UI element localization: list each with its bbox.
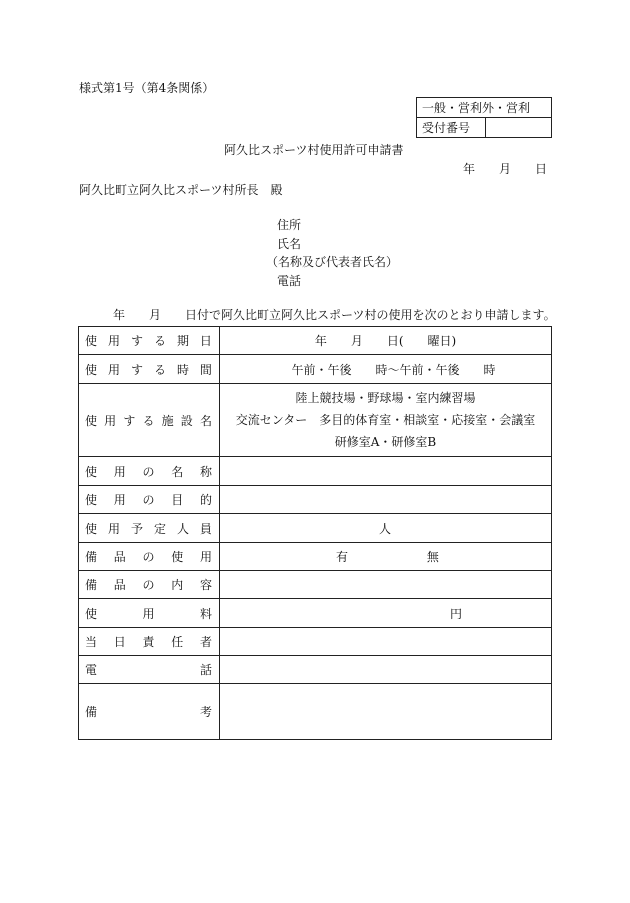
purpose-label [79, 491, 219, 508]
equipment-no-option[interactable]: 無 [426, 550, 439, 564]
equipment-detail-field[interactable] [220, 571, 552, 599]
label-char: 施 [161, 413, 174, 428]
label-char: 責 [142, 635, 155, 649]
label-char: 設 [180, 413, 193, 428]
attendees-field[interactable] [220, 514, 552, 543]
table-row [79, 457, 552, 486]
remarks-label [79, 703, 219, 720]
table-row [79, 628, 552, 656]
representative-label: （名称及び代表者氏名） [266, 255, 399, 269]
table-row [79, 514, 552, 543]
category-cell: 一般・営利外・営利 [417, 98, 552, 118]
label-char: 使 [85, 606, 98, 621]
label-char: 期 [176, 334, 189, 348]
label-char: 料 [199, 606, 212, 621]
addressee: 阿久比町立阿久比スポーツ村所長 殿 [79, 183, 283, 197]
table-row [79, 599, 552, 628]
label-char: 使 [85, 362, 98, 377]
application-table [78, 326, 552, 740]
facility-option-line: 陸上競技場・野球場・室内練習場 [295, 391, 476, 405]
label-char: の [142, 578, 155, 592]
fee-unit: 円 [450, 606, 463, 621]
label-char: 内 [171, 578, 184, 592]
label-char: 備 [85, 550, 98, 564]
equipment-yes-option[interactable]: 有 [336, 550, 349, 564]
reception-stamp-box [416, 97, 552, 138]
facility-field[interactable] [220, 384, 552, 457]
label-char: 用 [107, 334, 120, 348]
label-char: 日 [199, 334, 212, 348]
remarks-field[interactable] [220, 684, 552, 740]
table-row [79, 327, 552, 355]
usage-name-field[interactable] [220, 457, 552, 486]
label-char: の [142, 464, 155, 479]
contact-phone-label [79, 661, 219, 678]
label-char: 間 [199, 362, 212, 377]
equipment-use-label [79, 548, 219, 565]
label-char: 目 [171, 493, 184, 507]
label-char: す [130, 362, 143, 377]
address-label: 住所 [277, 218, 302, 232]
label-char: 品 [113, 578, 126, 592]
label-char: 話 [199, 663, 212, 677]
label-char: す [123, 413, 136, 428]
label-char: 当 [85, 635, 98, 649]
period-label [79, 332, 219, 349]
table-row [79, 571, 552, 599]
label-char: 品 [113, 550, 126, 564]
label-char: 使 [85, 521, 98, 536]
label-char: 用 [107, 362, 120, 377]
label-char: 定 [153, 521, 166, 536]
label-char: の [142, 493, 155, 507]
label-char: の [142, 550, 155, 564]
facility-option-line: 交流センター 多目的体育室・相談室・応接室・会議室 [235, 413, 536, 427]
label-char: る [153, 334, 166, 348]
attendees-label [79, 520, 219, 537]
label-char: る [142, 413, 155, 428]
label-char: 使 [171, 550, 184, 564]
usage-name-label [79, 463, 219, 480]
manager-label [79, 633, 219, 650]
table-row [79, 543, 552, 571]
label-char: る [153, 362, 166, 377]
label-char: 日 [113, 635, 126, 649]
receipt-number-field[interactable] [486, 118, 552, 138]
label-char: 用 [113, 493, 126, 507]
facility-option-line: 研修室A・研修室B [334, 435, 437, 449]
label-char: 考 [199, 705, 212, 719]
label-char: 名 [199, 413, 212, 428]
table-row [79, 384, 552, 457]
label-char: 使 [85, 334, 98, 348]
label-char: 容 [199, 578, 212, 592]
label-char: 用 [199, 550, 212, 564]
phone-label: 電話 [277, 274, 302, 288]
table-row [79, 684, 552, 740]
table-row [79, 486, 552, 514]
name-label: 氏名 [277, 237, 302, 251]
label-char: 用 [107, 521, 120, 536]
request-statement: 年 月 日付で阿久比町立阿久比スポーツ村の使用を次のとおり申請します。 [113, 308, 556, 322]
label-char: 員 [199, 521, 212, 536]
label-char: 的 [199, 493, 212, 507]
facility-label [79, 412, 219, 429]
page-title: 阿久比スポーツ村使用許可申請書 [224, 143, 404, 157]
label-char: 用 [142, 606, 155, 621]
time-label [79, 361, 219, 378]
label-char: 任 [171, 635, 184, 649]
fee-label [79, 605, 219, 622]
label-char: 使 [85, 493, 98, 507]
equipment-use-field[interactable] [220, 543, 552, 571]
time-field[interactable]: 午前・午後 時～午前・午後 時 [220, 355, 552, 384]
label-char: 電 [85, 663, 98, 677]
people-unit: 人 [379, 521, 392, 536]
manager-field[interactable] [220, 628, 552, 656]
label-char: 使 [85, 464, 98, 479]
label-char: 用 [104, 413, 117, 428]
label-char: 者 [199, 635, 212, 649]
form-number: 様式第1号（第4条関係） [79, 81, 215, 95]
table-row [79, 355, 552, 384]
period-field[interactable]: 年 月 日( 曜日) [220, 327, 552, 355]
table-row [79, 656, 552, 684]
label-char: 称 [199, 464, 212, 479]
label-char: 備 [85, 705, 98, 719]
label-char: す [130, 334, 143, 348]
equipment-detail-label [79, 576, 219, 593]
label-char: 名 [171, 464, 184, 479]
fee-field[interactable] [220, 599, 552, 628]
purpose-field[interactable] [220, 486, 552, 514]
label-char: 人 [176, 521, 189, 536]
receipt-number-label: 受付番号 [417, 118, 486, 138]
label-char: 時 [176, 362, 189, 377]
label-char: 使 [85, 413, 98, 428]
label-char: 用 [113, 464, 126, 479]
label-char: 備 [85, 578, 98, 592]
date-line: 年 月 日 [463, 162, 548, 176]
label-char: 予 [130, 521, 143, 536]
contact-phone-field[interactable] [220, 656, 552, 684]
